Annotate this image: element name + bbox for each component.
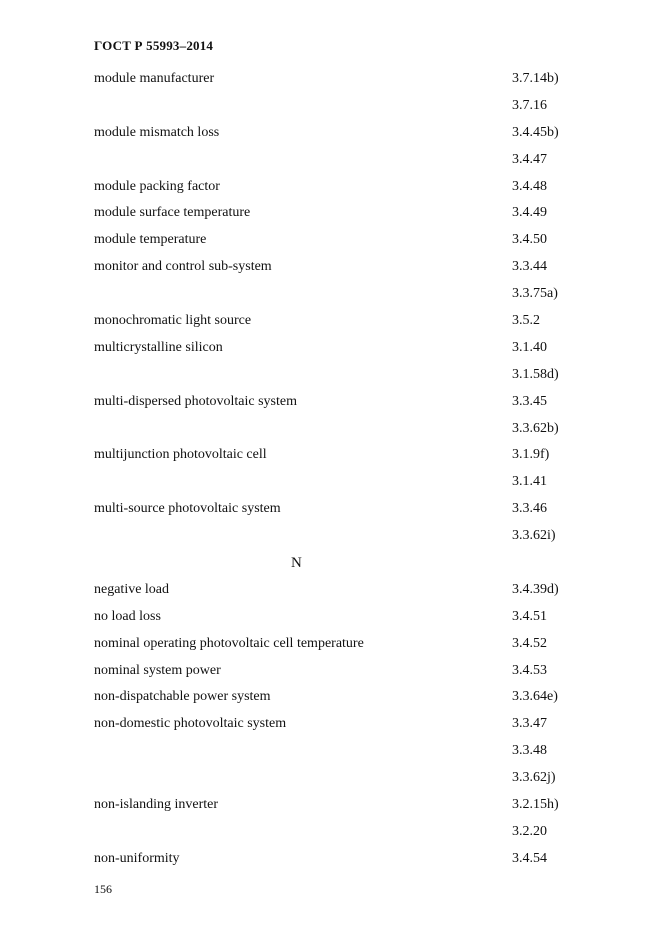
page-number: 156: [94, 882, 112, 896]
index-term: multi-dispersed photovoltaic system: [94, 393, 297, 409]
index-term: negative load: [94, 581, 170, 597]
index-entry: [0, 711, 661, 738]
index-reference: 3.4.50: [512, 232, 547, 248]
index-list: [0, 66, 661, 873]
index-reference: 3.3.48: [512, 743, 547, 759]
index-term: monitor and control sub-system: [94, 259, 272, 275]
index-reference: 3.3.44: [512, 259, 547, 275]
index-entry: [0, 66, 661, 93]
index-term: non-uniformity: [94, 850, 180, 866]
section-heading: [0, 550, 661, 577]
index-entry: [0, 469, 661, 496]
index-reference: 3.7.16: [512, 97, 547, 113]
index-reference: 3.4.39d): [512, 581, 559, 597]
index-term: multijunction photovoltaic cell: [94, 447, 267, 463]
index-entry: [0, 120, 661, 147]
index-term: non-dispatchable power system: [94, 689, 271, 705]
index-entry: [0, 416, 661, 443]
index-reference: 3.5.2: [512, 313, 540, 329]
index-entry: [0, 281, 661, 308]
index-term: no load loss: [94, 608, 161, 624]
index-entry: [0, 604, 661, 631]
index-term: nominal system power: [94, 662, 221, 678]
index-reference: 3.7.14b): [512, 71, 559, 86]
index-term: module mismatch loss: [94, 124, 220, 140]
section-letter: N: [291, 555, 302, 572]
index-reference: 3.4.54: [512, 850, 547, 866]
index-entry: [0, 308, 661, 335]
index-entry: [0, 174, 661, 201]
index-reference: 3.1.9f): [512, 447, 550, 463]
index-reference: 3.3.64e): [512, 689, 558, 705]
index-reference: 3.4.45b): [512, 124, 559, 140]
index-term: module manufacturer: [94, 71, 215, 86]
document-header: ГОСТ Р 55993–2014: [94, 38, 214, 53]
index-entry: [0, 792, 661, 819]
index-entry: [0, 93, 661, 120]
index-reference: 3.2.20: [512, 823, 547, 839]
index-term: module packing factor: [94, 178, 220, 194]
index-entry: [0, 442, 661, 469]
index-entry: [0, 523, 661, 550]
index-reference: 3.3.62j): [512, 770, 556, 786]
index-term: multicrystalline silicon: [94, 339, 223, 355]
index-entry: [0, 496, 661, 523]
index-term: nominal operating photovoltaic cell temperature: [94, 635, 364, 651]
index-entry: [0, 765, 661, 792]
index-entry: [0, 684, 661, 711]
index-reference: 3.2.15h): [512, 797, 559, 813]
index-term: module surface temperature: [94, 205, 251, 221]
index-entry: [0, 200, 661, 227]
index-entry: [0, 658, 661, 685]
index-term: module temperature: [94, 232, 207, 248]
index-entry: [0, 227, 661, 254]
index-reference: 3.3.62i): [512, 528, 556, 544]
index-reference: 3.4.53: [512, 662, 547, 678]
index-term: multi-source photovoltaic system: [94, 501, 281, 517]
index-reference: 3.1.58d): [512, 366, 559, 382]
index-entry: [0, 389, 661, 416]
index-reference: 3.4.51: [512, 608, 547, 624]
index-reference: 3.1.40: [512, 339, 547, 355]
index-entry: [0, 335, 661, 362]
index-entry: [0, 846, 661, 873]
index-reference: 3.3.46: [512, 501, 547, 517]
index-entry: [0, 631, 661, 658]
index-reference: 3.1.41: [512, 474, 547, 490]
index-reference: 3.3.47: [512, 716, 547, 732]
index-entry: [0, 738, 661, 765]
index-term: non-islanding inverter: [94, 797, 219, 813]
index-reference: 3.4.47: [512, 151, 547, 167]
index-term: monochromatic light source: [94, 313, 252, 329]
index-entry: [0, 362, 661, 389]
index-reference: 3.4.49: [512, 205, 547, 221]
index-entry: [0, 147, 661, 174]
index-entry: [0, 819, 661, 846]
index-term: non-domestic photovoltaic system: [94, 716, 287, 732]
index-reference: 3.3.75a): [512, 286, 558, 302]
index-reference: 3.4.52: [512, 635, 547, 651]
index-reference: 3.3.62b): [512, 420, 559, 436]
index-reference: 3.3.45: [512, 393, 547, 409]
index-reference: 3.4.48: [512, 178, 547, 194]
index-entry: [0, 577, 661, 604]
index-entry: [0, 254, 661, 281]
